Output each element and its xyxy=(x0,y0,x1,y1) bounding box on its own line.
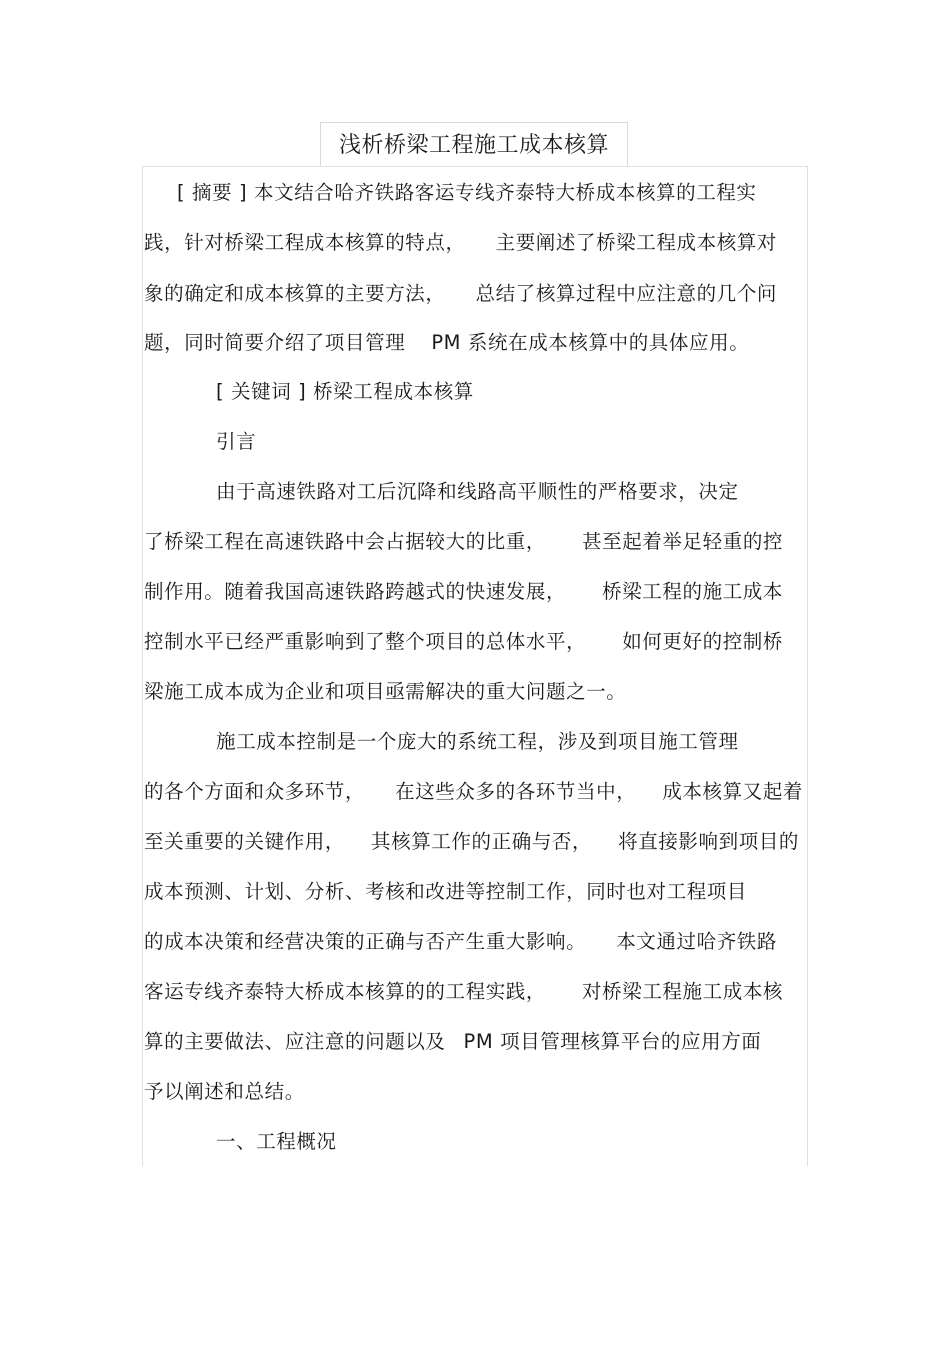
text-segment: 主要阐述了桥梁工程成本核算对 xyxy=(495,231,778,254)
text-segment: 客运专线齐泰特大桥成本核算的的工程实践， xyxy=(144,980,547,1003)
text-line xyxy=(144,679,626,705)
text-line xyxy=(216,429,256,455)
text-segment: 对桥梁工程施工成本核 xyxy=(582,980,784,1003)
text-segment: 甚至起着举足轻重的控 xyxy=(582,530,784,553)
text-segment: PM 系统在成本核算中的具体应用。 xyxy=(431,331,750,354)
text-segment: 成本预测、计划、分析、考核和改进等控制工作，同时也对工程项目 xyxy=(144,880,748,903)
text-segment: 算的主要做法、应注意的问题以及 xyxy=(144,1030,446,1053)
text-segment: 题，同时简要介绍了项目管理 xyxy=(144,331,406,354)
text-segment: 至关重要的关键作用， xyxy=(144,830,346,853)
text-segment: 控制水平已经严重影响到了整个项目的总体水平， xyxy=(144,630,587,653)
text-segment: 践，针对桥梁工程成本核算的特点， xyxy=(144,231,466,254)
text-segment: 本文通过哈齐铁路 xyxy=(616,930,778,953)
text-line xyxy=(144,1079,305,1105)
text-segment: 的各个方面和众多环节， xyxy=(144,780,366,803)
text-line xyxy=(216,379,474,405)
text-segment: 引言 xyxy=(216,430,257,453)
text-line xyxy=(216,479,739,505)
text-line xyxy=(144,330,749,356)
text-line xyxy=(144,281,777,307)
text-line xyxy=(216,729,739,755)
text-line xyxy=(144,979,783,1005)
text-segment: 在这些众多的各环节当中， xyxy=(395,780,637,803)
text-line xyxy=(144,230,777,256)
text-line xyxy=(144,829,799,855)
text-segment: [ 关键词 ] 桥梁工程成本核算 xyxy=(216,380,474,403)
text-segment: 其核算工作的正确与否， xyxy=(371,830,593,853)
text-line xyxy=(144,1029,761,1055)
text-segment: 桥梁工程的施工成本 xyxy=(602,580,784,603)
document-title: 浅析桥梁工程施工成本核算 xyxy=(338,133,609,158)
text-line xyxy=(144,529,783,555)
text-segment: 成本核算又起着 xyxy=(662,780,804,803)
text-segment: 制作用。随着我国高速铁路跨越式的快速发展， xyxy=(144,580,567,603)
text-line xyxy=(144,629,783,655)
text-line xyxy=(144,879,747,905)
text-line xyxy=(177,180,757,206)
text-segment: PM 项目管理核算平台的应用方面 xyxy=(463,1030,762,1053)
text-segment: 梁施工成本成为企业和项目亟需解决的重大问题之一。 xyxy=(144,680,627,703)
text-segment: 将直接影响到项目的 xyxy=(618,830,800,853)
text-line xyxy=(144,929,777,955)
text-segment: 了桥梁工程在高速铁路中会占据较大的比重， xyxy=(144,530,547,553)
text-segment: 象的确定和成本核算的主要方法， xyxy=(144,282,446,305)
text-line xyxy=(144,779,803,805)
text-segment: 予以阐述和总结。 xyxy=(144,1080,305,1103)
body-frame xyxy=(142,166,808,1166)
text-segment: 总结了核算过程中应注意的几个问 xyxy=(475,282,778,305)
text-segment: 施工成本控制是一个庞大的系统工程，涉及到项目施工管理 xyxy=(216,730,739,753)
text-segment: 如何更好的控制桥 xyxy=(622,630,784,653)
title-frame xyxy=(320,122,628,166)
text-line xyxy=(216,1129,337,1155)
text-line xyxy=(144,579,783,605)
text-segment: 由于高速铁路对工后沉降和线路高平顺性的严格要求，决定 xyxy=(216,480,739,503)
text-segment: 一、工程概况 xyxy=(216,1130,337,1153)
text-segment: [ 摘要 ] 本文结合哈齐铁路客运专线齐泰特大桥成本核算的工程实 xyxy=(177,181,757,204)
text-segment: 的成本决策和经营决策的正确与否产生重大影响。 xyxy=(144,930,587,953)
